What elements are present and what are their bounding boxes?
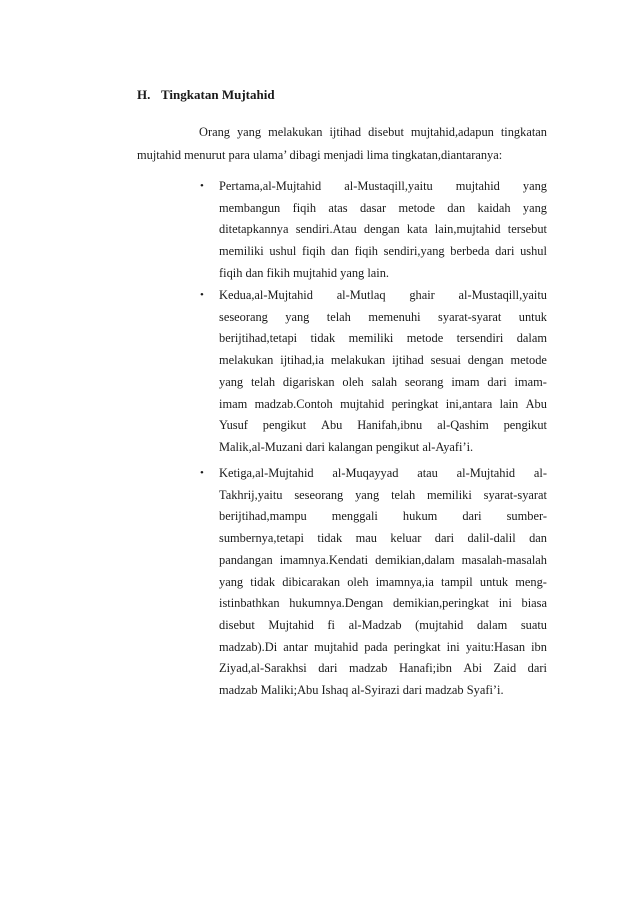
text-line: seseorang yang telah memenuhi syarat-syarat untuk xyxy=(219,309,547,324)
text-line: istinbathkan hukumnya.Dengan demikian,peringkat ini biasa xyxy=(219,596,547,611)
text-line: Ziyad,al-Sarakhsi dari madzab Hanafi;ibn Abi Zaid dari xyxy=(219,661,547,676)
text-line: Takhrij,yaitu seseorang yang telah memiliki syarat-syarat xyxy=(219,487,547,502)
text-line: membangun fiqih atas dasar metode dan kaidah yang xyxy=(219,200,547,215)
text-line: Orang yang melakukan ijtihad disebut mujtahid,adapun tingkatan xyxy=(199,125,547,139)
section-number: H. xyxy=(137,87,151,102)
bullet-icon: • xyxy=(200,180,204,192)
section-title: Tingkatan Mujtahid xyxy=(161,87,275,102)
text-line: pandangan imamnya.Kendati demikian,dalam masalah-masalah xyxy=(219,552,547,567)
section-heading xyxy=(137,87,275,103)
text-line: sumbernya,tetapi tidak mau keluar dari dalil-dalil dan xyxy=(219,531,547,546)
text-line: berijtihad,mampu menggali hukum dari sumber- xyxy=(219,509,547,524)
bullet-icon: • xyxy=(200,289,204,301)
text-line: fiqih dan fikih mujtahid yang lain. xyxy=(219,265,389,280)
text-line: memiliki ushul fiqih dan fiqih sendiri,yang berbeda dari ushul xyxy=(219,244,547,259)
text-line: berijtihad,tetapi tidak memiliki metode tersendiri dalam xyxy=(219,331,547,346)
text-line: mujtahid menurut para ulama’ dibagi menjadi lima tingkatan,diantaranya: xyxy=(137,148,503,162)
text-line: ditetapkannya sendiri.Atau dengan kata lain,mujtahid tersebut xyxy=(219,222,547,237)
text-line: yang tidak dibicarakan oleh imamnya,ia tampil untuk meng- xyxy=(219,574,547,589)
bullet-icon: • xyxy=(200,467,204,479)
text-line: Malik,al-Muzani dari kalangan pengikut al-Ayafi’i. xyxy=(219,439,474,454)
text-line: melakukan ijtihad,ia melakukan ijtihad sesuai dengan metode xyxy=(219,353,547,368)
text-line: Kedua,al-Mujtahid al-Mutlaq ghair al-Mustaqill,yaitu xyxy=(219,288,547,302)
text-line: madzab).Di antar mujtahid pada peringkat ini yaitu:Hasan ibn xyxy=(219,639,547,654)
text-line: madzab Maliki;Abu Ishaq al-Syirazi dari madzab Syafi’i. xyxy=(219,683,504,697)
text-line: Pertama,al-Mujtahid al-Mustaqill,yaitu mujtahid yang xyxy=(219,179,547,193)
text-line: yang telah digariskan oleh salah seorang imam dari imam- xyxy=(219,374,547,389)
text-line: Ketiga,al-Mujtahid al-Muqayyad atau al-Mujtahid al- xyxy=(219,466,547,480)
text-line: imam madzab.Contoh mujtahid peringkat ini,antara lain Abu xyxy=(219,396,547,411)
text-line: Yusuf pengikut Abu Hanifah,ibnu al-Qashim pengikut xyxy=(219,418,547,433)
text-line: disebut Mujtahid fi al-Madzab (mujtahid dalam suatu xyxy=(219,617,547,632)
